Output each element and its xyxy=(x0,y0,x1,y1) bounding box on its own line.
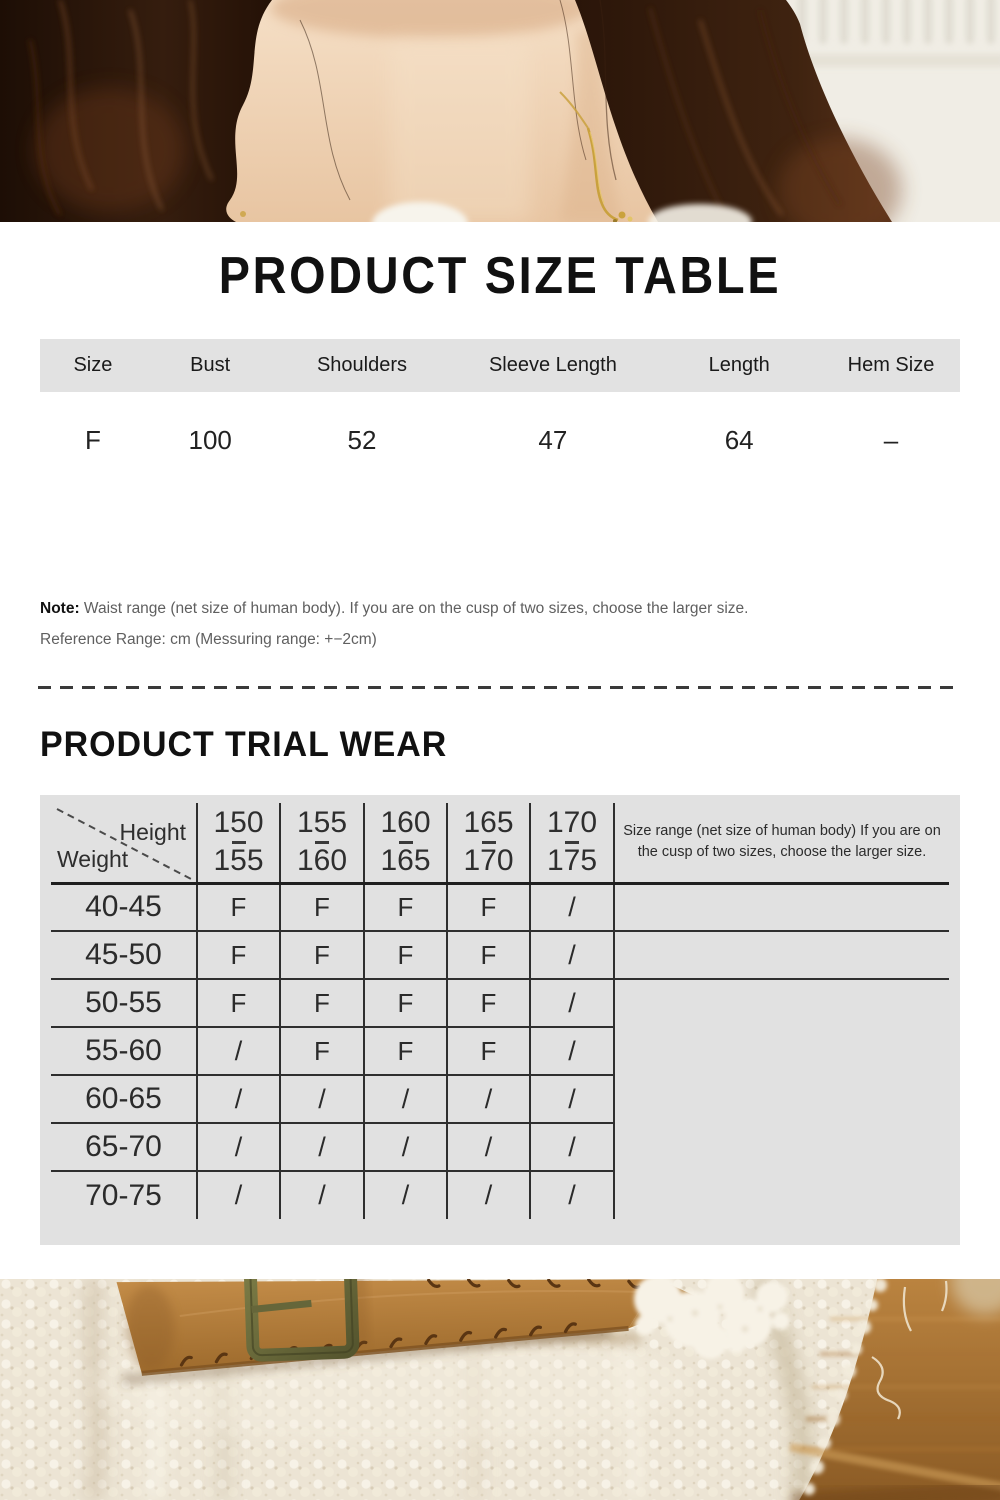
trial-size-cell: F xyxy=(447,979,530,1027)
range-top: 160 xyxy=(380,806,431,840)
weight-range-label: 40-45 xyxy=(51,883,197,931)
size-table-header-row xyxy=(40,339,960,392)
trial-header-row xyxy=(51,803,949,883)
trial-size-cell: / xyxy=(530,1171,614,1219)
note-line xyxy=(40,600,960,618)
sleeve-col-header: Sleeve Length xyxy=(488,354,617,376)
bust-col-header: Bust xyxy=(190,354,231,376)
range-top: 165 xyxy=(463,806,514,840)
hem-value: – xyxy=(883,424,899,455)
sleeve-value: 47 xyxy=(538,424,568,455)
hem-col-header: Hem Size xyxy=(847,354,935,376)
trial-section-title: PRODUCT TRIAL WEAR xyxy=(40,725,448,764)
height-range-cell xyxy=(530,803,614,883)
trial-size-cell: / xyxy=(530,1075,614,1123)
trial-note-cell: Size range (net size of human body) If you are on the cusp of two sizes, choose the larger size. xyxy=(614,803,949,883)
length-col-header: Length xyxy=(708,354,770,376)
note-text: Waist range (net size of human body). If you are on the cusp of two sizes, choose the larger size. xyxy=(83,600,749,617)
range-top: 155 xyxy=(296,806,348,840)
trial-size-cell: / xyxy=(530,1123,614,1171)
trial-size-cell: / xyxy=(280,1123,364,1171)
trial-size-cell: / xyxy=(530,979,614,1027)
weight-range-label: 65-70 xyxy=(51,1123,197,1171)
size-value: F xyxy=(84,424,101,455)
model-photo-illustration xyxy=(0,0,1000,222)
trial-size-cell: F xyxy=(447,883,530,931)
trial-size-cell: F xyxy=(364,931,447,979)
trial-size-cell: / xyxy=(280,1171,364,1219)
weight-range-label: 55-60 xyxy=(51,1027,197,1075)
range-top: 150 xyxy=(213,806,264,840)
weight-range-label: 70-75 xyxy=(85,1178,162,1212)
model-photo-top xyxy=(0,0,1000,222)
trial-row-40-45 xyxy=(51,883,949,931)
trial-size-cell: / xyxy=(530,931,614,979)
range-bottom: 155 xyxy=(213,844,264,878)
trial-size-cell: F xyxy=(197,979,280,1027)
size-table-data-row xyxy=(40,398,960,482)
trial-size-cell: F xyxy=(364,979,447,1027)
length-value: 64 xyxy=(724,424,754,455)
trial-size-cell: / xyxy=(530,1027,614,1075)
note-label: Note: xyxy=(40,600,80,617)
trial-size-cell: / xyxy=(447,1171,530,1219)
size-table-notes xyxy=(40,600,960,649)
note-empty-cell xyxy=(614,931,949,979)
trial-size-cell: F xyxy=(280,1027,364,1075)
trial-size-cell: F xyxy=(197,931,280,979)
trial-size-cell: / xyxy=(197,1075,280,1123)
bust-value: 100 xyxy=(188,424,232,455)
height-weight-corner-cell xyxy=(51,803,197,883)
trial-size-cell: F xyxy=(280,979,364,1027)
corner-height-label: Height xyxy=(119,819,186,845)
height-range-cell xyxy=(447,803,530,883)
trial-size-cell: F xyxy=(280,931,364,979)
height-range-cell xyxy=(197,803,280,883)
page-title: PRODUCT SIZE TABLE xyxy=(218,247,782,305)
range-bottom: 165 xyxy=(380,844,431,878)
trial-size-cell: F xyxy=(364,1027,447,1075)
shoulders-value: 52 xyxy=(347,424,377,455)
trial-size-cell: F xyxy=(447,1027,530,1075)
trial-size-cell: F xyxy=(197,883,280,931)
trial-size-cell: / xyxy=(197,1171,280,1219)
range-bottom: 160 xyxy=(296,844,348,878)
trial-wear-table xyxy=(51,803,949,1219)
trial-size-cell: / xyxy=(364,1075,447,1123)
reference-line: Reference Range: cm (Messuring range: +−2cm) xyxy=(40,631,377,648)
trial-size-cell: / xyxy=(197,1123,280,1171)
shoulders-col-header: Shoulders xyxy=(316,354,408,376)
trial-size-cell: F xyxy=(447,931,530,979)
trial-size-cell: / xyxy=(364,1171,447,1219)
trial-row-45-50 xyxy=(51,931,949,979)
trial-size-cell: / xyxy=(530,883,614,931)
size-col-header: Size xyxy=(73,354,113,376)
corner-weight-label: Weight xyxy=(57,845,129,872)
trial-row-50-55 xyxy=(51,979,949,1027)
sweater-photo-illustration xyxy=(0,1279,1000,1500)
range-bottom: 170 xyxy=(463,844,514,878)
weight-range-label: 60-65 xyxy=(51,1075,197,1123)
trial-size-cell: / xyxy=(197,1027,280,1075)
note-empty-cell xyxy=(614,883,949,931)
height-range-cell xyxy=(280,803,364,883)
trial-size-cell: / xyxy=(447,1075,530,1123)
range-bottom: 175 xyxy=(546,844,598,878)
height-range-cell xyxy=(364,803,447,883)
trial-size-cell: F xyxy=(280,883,364,931)
trial-size-cell: / xyxy=(447,1123,530,1171)
weight-range-label: 45-50 xyxy=(51,931,197,979)
trial-wear-table-panel xyxy=(40,795,960,1245)
trial-size-cell: F xyxy=(364,883,447,931)
dashed-divider xyxy=(38,686,962,689)
range-top: 170 xyxy=(546,806,598,840)
sweater-photo-bottom xyxy=(0,1279,1000,1500)
trial-size-cell: / xyxy=(364,1123,447,1171)
trial-size-cell: / xyxy=(280,1075,364,1123)
note-merged-cell xyxy=(614,979,949,1219)
weight-range-label: 50-55 xyxy=(51,979,197,1027)
